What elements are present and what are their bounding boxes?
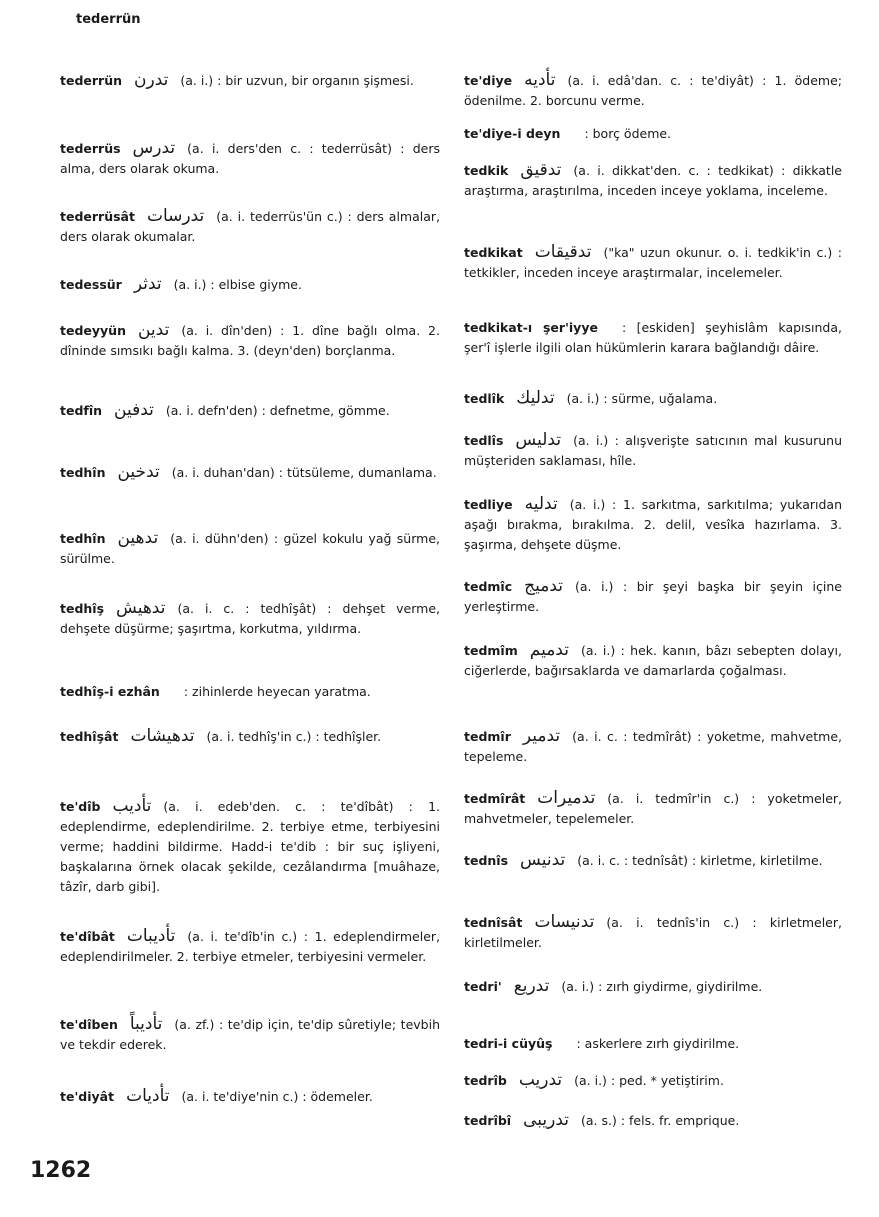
dictionary-entry xyxy=(464,494,842,555)
arabic-script: تدرس xyxy=(132,138,176,158)
definition: (a. i. tedmîr'in c.) : yoketmeler, mahvetmeler, tepelemeler. xyxy=(464,791,842,826)
headword: te'dîbât xyxy=(60,929,115,944)
dictionary-entry xyxy=(464,576,842,617)
dictionary-entry xyxy=(464,242,842,283)
definition: ("ka" uzun okunur. o. i. tedkik'in c.) : tetkikler, inceden inceye araştırmalar, incelemeler. xyxy=(464,245,842,280)
headword: tedlîk xyxy=(464,391,505,406)
dictionary-entry xyxy=(464,160,842,201)
definition: (a. i. c. : tedmîrât) : yoketme, mahvetme, tepeleme. xyxy=(464,729,842,764)
arabic-script: تدليه xyxy=(524,494,558,514)
headword: te'dîben xyxy=(60,1017,118,1032)
headword: tederrüsât xyxy=(60,209,135,224)
definition: : askerlere zırh giydirilme. xyxy=(576,1036,740,1051)
definition: (a. i. edâ'dan. c. : te'diyât) : 1. ödeme; ödenilme. 2. borcunu verme. xyxy=(464,73,842,108)
headword: tednîs xyxy=(464,853,509,868)
dictionary-entry xyxy=(60,1086,440,1107)
definition: (a. i. edeb'den. c. : te'dîbât) : 1. edeplendirme, edeplendirilme. 2. terbiye etme, terbiyesini verme; haddini bildirme. Hadd-i te'dib : bir suç işliyeni, başkalarına örnek olacak şekilde, cezâlandırma [muâhaze, tâzîr, darb gibi]. xyxy=(60,799,440,894)
headword: tederrüs xyxy=(60,141,121,156)
arabic-script: تدمير xyxy=(522,726,561,746)
definition: (a. i. duhan'dan) : tütsüleme, dumanlama. xyxy=(171,465,437,480)
definition: (a. i.) : ped. * yetiştirim. xyxy=(574,1073,724,1088)
headword: tedrîb xyxy=(464,1073,507,1088)
headword: tedeyyün xyxy=(60,323,126,338)
dictionary-entry xyxy=(464,788,842,829)
headword: tedkik xyxy=(464,163,509,178)
headword: tedmîc xyxy=(464,579,513,594)
headword: tedfîn xyxy=(60,403,103,418)
dictionary-entry xyxy=(464,1110,842,1131)
headword: tedliye xyxy=(464,497,513,512)
dictionary-entry xyxy=(464,640,842,681)
definition: (a. i. te'dîb'in c.) : 1. edeplendirmeler, edeplendirilmeler. 2. terbiye etmeler, terbiyesini vermeler. xyxy=(60,929,440,964)
dictionary-entry xyxy=(60,70,440,91)
definition: (a. i. dikkat'den. c. : tedkikat) : dikkatle araştırma, araştırılma, inceden inceye yoklama, inceleme. xyxy=(464,163,842,198)
headword: te'dîb xyxy=(60,799,101,814)
definition: (a. i.) : bir uzvun, bir organın şişmesi. xyxy=(180,73,414,88)
definition: : borç ödeme. xyxy=(584,126,672,141)
definition: (a. i.) : bir şeyi başka bir şeyin içine yerleştirme. xyxy=(464,579,842,614)
dictionary-entry xyxy=(464,318,842,358)
definition: (a. i. te'diye'nin c.) : ödemeler. xyxy=(181,1089,373,1104)
dictionary-entry xyxy=(464,124,842,144)
definition: (a. i. dühn'den) : güzel kokulu yağ sürme, sürülme. xyxy=(60,531,440,566)
headword: te'diye xyxy=(464,73,513,88)
headword: tedkikat xyxy=(464,245,523,260)
arabic-script: تدنيس xyxy=(520,850,566,870)
dictionary-entry xyxy=(60,138,440,179)
headword: tednîsât xyxy=(464,915,523,930)
arabic-script: تدليس xyxy=(515,430,562,450)
definition: (a. i. c. : tednîsât) : kirletme, kirletilme. xyxy=(577,853,823,868)
headword: tedhîn xyxy=(60,465,106,480)
dictionary-entry xyxy=(464,1034,842,1054)
headword: tedhîşât xyxy=(60,729,119,744)
arabic-script: تدفين xyxy=(114,400,154,420)
definition: (a. i. tedhîş'in c.) : tedhîşler. xyxy=(206,729,382,744)
dictionary-entry xyxy=(60,682,440,702)
dictionary-entry xyxy=(464,912,842,953)
arabic-script: تأديه xyxy=(524,70,556,90)
definition: (a. i.) : sürme, uğalama. xyxy=(566,391,718,406)
dictionary-entry xyxy=(60,400,440,421)
headword: tedkikat-ı şer'iyye xyxy=(464,320,598,335)
dictionary-entry xyxy=(464,388,842,409)
arabic-script: تدقيقات xyxy=(534,242,592,262)
dictionary-entry xyxy=(464,70,842,111)
definition: (a. i. defn'den) : defnetme, gömme. xyxy=(165,403,390,418)
dictionary-entry xyxy=(60,320,440,361)
arabic-script: تدميج xyxy=(524,576,563,596)
headword: tedessür xyxy=(60,277,122,292)
dictionary-entry xyxy=(60,528,440,569)
arabic-script: تدرن xyxy=(134,70,169,90)
running-head: tederrün xyxy=(76,12,141,27)
definition: (a. zf.) : te'dip için, te'dip sûretiyle; tevbih ve tekdir ederek. xyxy=(60,1017,440,1052)
arabic-script: تأديباً xyxy=(129,1014,163,1034)
arabic-script: تأديبات xyxy=(126,926,176,946)
dictionary-entry xyxy=(60,274,440,295)
definition: (a. i.) : hek. kanın, bâzı sebepten dolayı, ciğerlerde, bağırsaklarda ve damarlarda çoğalması. xyxy=(464,643,842,678)
definition: : zihinlerde heyecan yaratma. xyxy=(183,684,371,699)
dictionary-entry xyxy=(464,850,842,871)
definition: (a. i.) : alışverişte satıcının mal kusurunu müşteriden saklaması, hîle. xyxy=(464,433,842,468)
definition: (a. i. tederrüs'ün c.) : ders almalar, ders olarak okumalar. xyxy=(60,209,440,244)
headword: tedri' xyxy=(464,979,502,994)
arabic-script: تأديب xyxy=(112,796,152,816)
arabic-script: تدنيسات xyxy=(534,912,595,932)
arabic-script: تدهين xyxy=(117,528,159,548)
definition: (a. i. c. : tedhîşât) : dehşet verme, dehşete düşürme; şaşırtma, korkutma, yıldırma. xyxy=(60,601,440,636)
dictionary-entry xyxy=(464,1070,842,1091)
arabic-script: تدهيش xyxy=(116,598,166,618)
dictionary-entry xyxy=(60,926,440,967)
arabic-script: تدخين xyxy=(117,462,160,482)
arabic-script: تدليك xyxy=(516,388,555,408)
dictionary-entry xyxy=(464,976,842,997)
arabic-script: تدهيشات xyxy=(130,726,195,746)
dictionary-entry xyxy=(60,726,440,747)
headword: tedmîrât xyxy=(464,791,526,806)
definition: (a. i. ders'den c. : tederrüsât) : ders alma, ders olarak okuma. xyxy=(60,141,440,176)
dictionary-entry xyxy=(60,598,440,639)
definition: (a. i.) : 1. sarkıtma, sarkıtılma; yukarıdan aşağı bırakma, bırakılma. 2. delil, vesîka hazırlama. 3. şaşırma, dehşete düşme. xyxy=(464,497,842,552)
arabic-script: تدميرات xyxy=(537,788,596,808)
arabic-script: تدقيق xyxy=(520,160,562,180)
page-number: 1262 xyxy=(30,1158,92,1183)
arabic-script: تدميم xyxy=(529,640,569,660)
headword: te'diye-i deyn xyxy=(464,126,561,141)
dictionary-entry xyxy=(60,462,440,483)
definition: : [eskiden] şeyhislâm kapısında, şer'î işlerle ilgili olan hükümlerin karara bağlandığı dâire. xyxy=(464,320,842,355)
headword: tedrîbî xyxy=(464,1113,512,1128)
arabic-script: تدين xyxy=(137,320,170,340)
headword: tedhîn xyxy=(60,531,106,546)
dictionary-entry xyxy=(464,430,842,471)
definition: (a. i.) : elbise giyme. xyxy=(173,277,302,292)
arabic-script: تدثر xyxy=(133,274,162,294)
headword: tederrün xyxy=(60,73,123,88)
headword: tedlîs xyxy=(464,433,504,448)
headword: tedmîr xyxy=(464,729,511,744)
headword: tedmîm xyxy=(464,643,518,658)
definition: (a. i. tednîs'in c.) : kirletmeler, kirletilmeler. xyxy=(464,915,842,950)
headword: tedhîş-i ezhân xyxy=(60,684,160,699)
headword: tedhîş xyxy=(60,601,105,616)
definition: (a. i.) : zırh giydirme, giydirilme. xyxy=(561,979,763,994)
arabic-script: تأديات xyxy=(126,1086,170,1106)
dictionary-entry xyxy=(60,1014,440,1055)
dictionary-entry xyxy=(464,726,842,767)
arabic-script: تدريع xyxy=(513,976,550,996)
dictionary-entry xyxy=(60,206,440,247)
dictionary-entry xyxy=(60,796,440,897)
headword: te'diyât xyxy=(60,1089,115,1104)
arabic-script: تدرسات xyxy=(146,206,205,226)
definition: (a. s.) : fels. fr. emprique. xyxy=(581,1113,740,1128)
definition: (a. i. dîn'den) : 1. dîne bağlı olma. 2. dîninde sımsıkı bağlı kalma. 3. (deyn'den) borçlanma. xyxy=(60,323,440,358)
headword: tedri-i cüyûş xyxy=(464,1036,553,1051)
arabic-script: تدريب xyxy=(518,1070,563,1090)
arabic-script: تدريبى xyxy=(523,1110,569,1130)
